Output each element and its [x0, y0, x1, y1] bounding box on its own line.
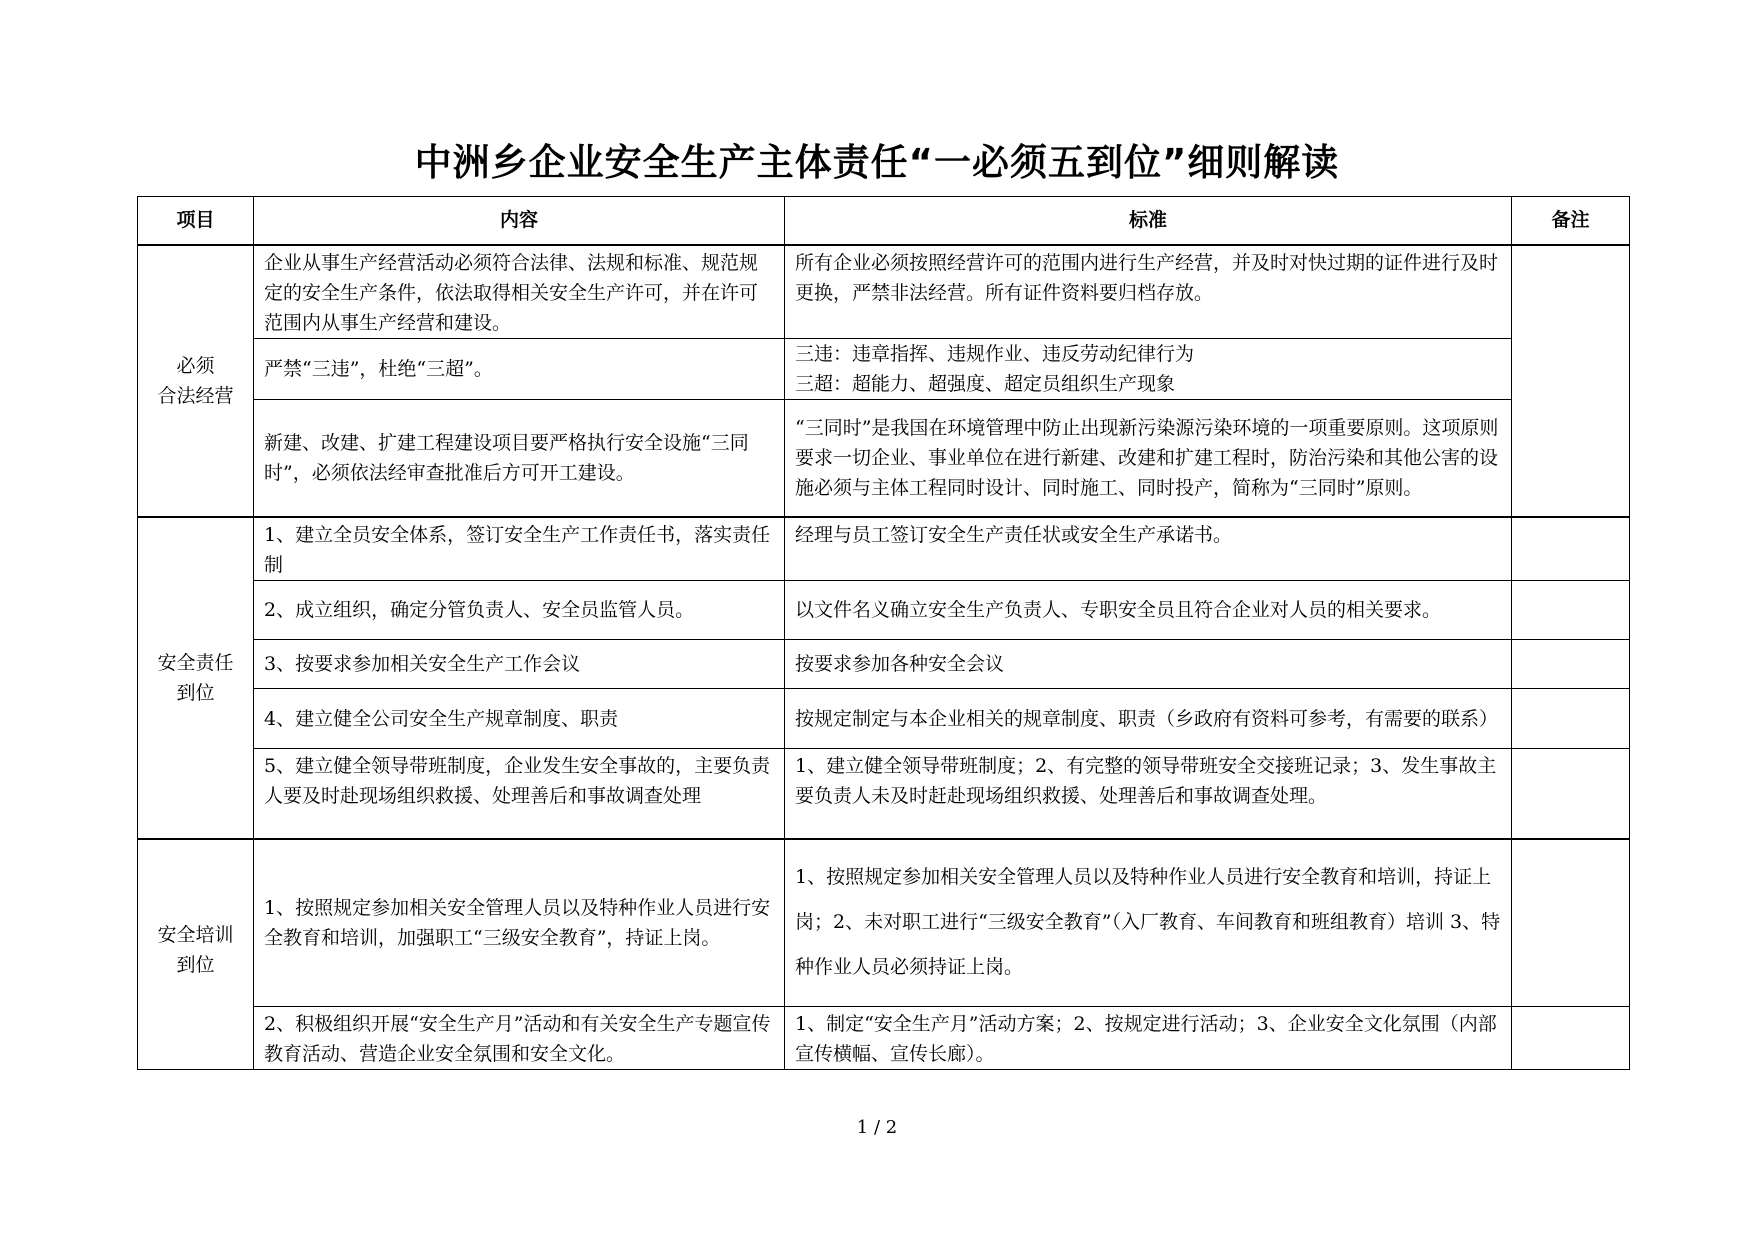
- category-cell: 安全培训 到位: [138, 839, 254, 1070]
- remark-cell: [1512, 1007, 1630, 1070]
- standard-cell: 按要求参加各种安全会议: [785, 640, 1512, 689]
- rules-table: [137, 196, 1630, 1070]
- content-cell: 1、按照规定参加相关安全管理人员以及特种作业人员进行安全教育和培训，加强职工“三级安全教育”，持证上岗。: [254, 839, 785, 1007]
- content-cell: 严禁“三违”，杜绝“三超”。: [254, 338, 785, 399]
- standard-cell: 1、建立健全领导带班制度；2、有完整的领导带班安全交接班记录；3、发生事故主要负责人未及时赶赴现场组织救援、处理善后和事故调查处理。: [785, 749, 1512, 839]
- table-row: [138, 749, 1630, 839]
- remark-cell: [1512, 640, 1630, 689]
- content-cell: 4、建立健全公司安全生产规章制度、职责: [254, 689, 785, 749]
- category-cell: 必须 合法经营: [138, 245, 254, 518]
- remark-cell: [1512, 245, 1630, 518]
- content-cell: 3、按要求参加相关安全生产工作会议: [254, 640, 785, 689]
- table-row: [138, 640, 1630, 689]
- standard-cell: 经理与员工签订安全生产责任状或安全生产承诺书。: [785, 517, 1512, 581]
- content-cell: 2、成立组织，确定分管负责人、安全员监管人员。: [254, 581, 785, 640]
- category-cell: 安全责任 到位: [138, 517, 254, 839]
- remark-cell: [1512, 517, 1630, 581]
- table-row: [138, 399, 1630, 517]
- content-cell: 1、建立全员安全体系，签订安全生产工作责任书，落实责任制: [254, 517, 785, 581]
- table-row: [138, 689, 1630, 749]
- standard-cell: 按规定制定与本企业相关的规章制度、职责（乡政府有资料可参考，有需要的联系）: [785, 689, 1512, 749]
- table-row: [138, 1007, 1630, 1070]
- remark-cell: [1512, 689, 1630, 749]
- content-cell: 5、建立健全领导带班制度，企业发生安全事故的，主要负责人要及时赴现场组织救援、处理善后和事故调查处理: [254, 749, 785, 839]
- remark-cell: [1512, 581, 1630, 640]
- table-row: [138, 338, 1630, 399]
- table-row: [138, 581, 1630, 640]
- table-row: [138, 839, 1630, 1007]
- content-cell: 2、积极组织开展“安全生产月”活动和有关安全生产专题宣传教育活动、营造企业安全氛围和安全文化。: [254, 1007, 785, 1070]
- document-title: 中洲乡企业安全生产主体责任“一必须五到位”细则解读: [414, 141, 1340, 184]
- remark-cell: [1512, 749, 1630, 839]
- header-item: 项目: [138, 197, 254, 245]
- header-content: 内容: [254, 197, 785, 245]
- standard-cell: 1、制定“安全生产月”活动方案；2、按规定进行活动；3、企业安全文化氛围（内部宣传横幅、宣传长廊）。: [785, 1007, 1512, 1070]
- table-header-row: [138, 197, 1630, 245]
- standard-cell: 所有企业必须按照经营许可的范围内进行生产经营，并及时对快过期的证件进行及时更换，严禁非法经营。所有证件资料要归档存放。: [785, 245, 1512, 339]
- standard-cell: 以文件名义确立安全生产负责人、专职安全员且符合企业对人员的相关要求。: [785, 581, 1512, 640]
- table-row: [138, 245, 1630, 339]
- table-row: [138, 517, 1630, 581]
- standard-cell: 1、按照规定参加相关安全管理人员以及特种作业人员进行安全教育和培训，持证上岗；2、未对职工进行“三级安全教育”（入厂教育、车间教育和班组教育）培训 3、特种作业人员必须持证上岗。: [785, 839, 1512, 1007]
- page-number: 1 / 2: [856, 1117, 898, 1138]
- header-remark: 备注: [1512, 197, 1630, 245]
- standard-cell: 三违：违章指挥、违规作业、违反劳动纪律行为 三超：超能力、超强度、超定员组织生产现象: [785, 338, 1512, 399]
- content-cell: 新建、改建、扩建工程建设项目要严格执行安全设施“三同时”，必须依法经审查批准后方可开工建设。: [254, 399, 785, 517]
- remark-cell: [1512, 839, 1630, 1007]
- content-cell: 企业从事生产经营活动必须符合法律、法规和标准、规范规定的安全生产条件，依法取得相关安全生产许可，并在许可范围内从事生产经营和建设。: [254, 245, 785, 339]
- standard-cell: “三同时”是我国在环境管理中防止出现新污染源污染环境的一项重要原则。这项原则要求一切企业、事业单位在进行新建、改建和扩建工程时，防治污染和其他公害的设施必须与主体工程同时设计、同时施工、同时投产，简称为“三同时”原则。: [785, 399, 1512, 517]
- header-standard: 标准: [785, 197, 1512, 245]
